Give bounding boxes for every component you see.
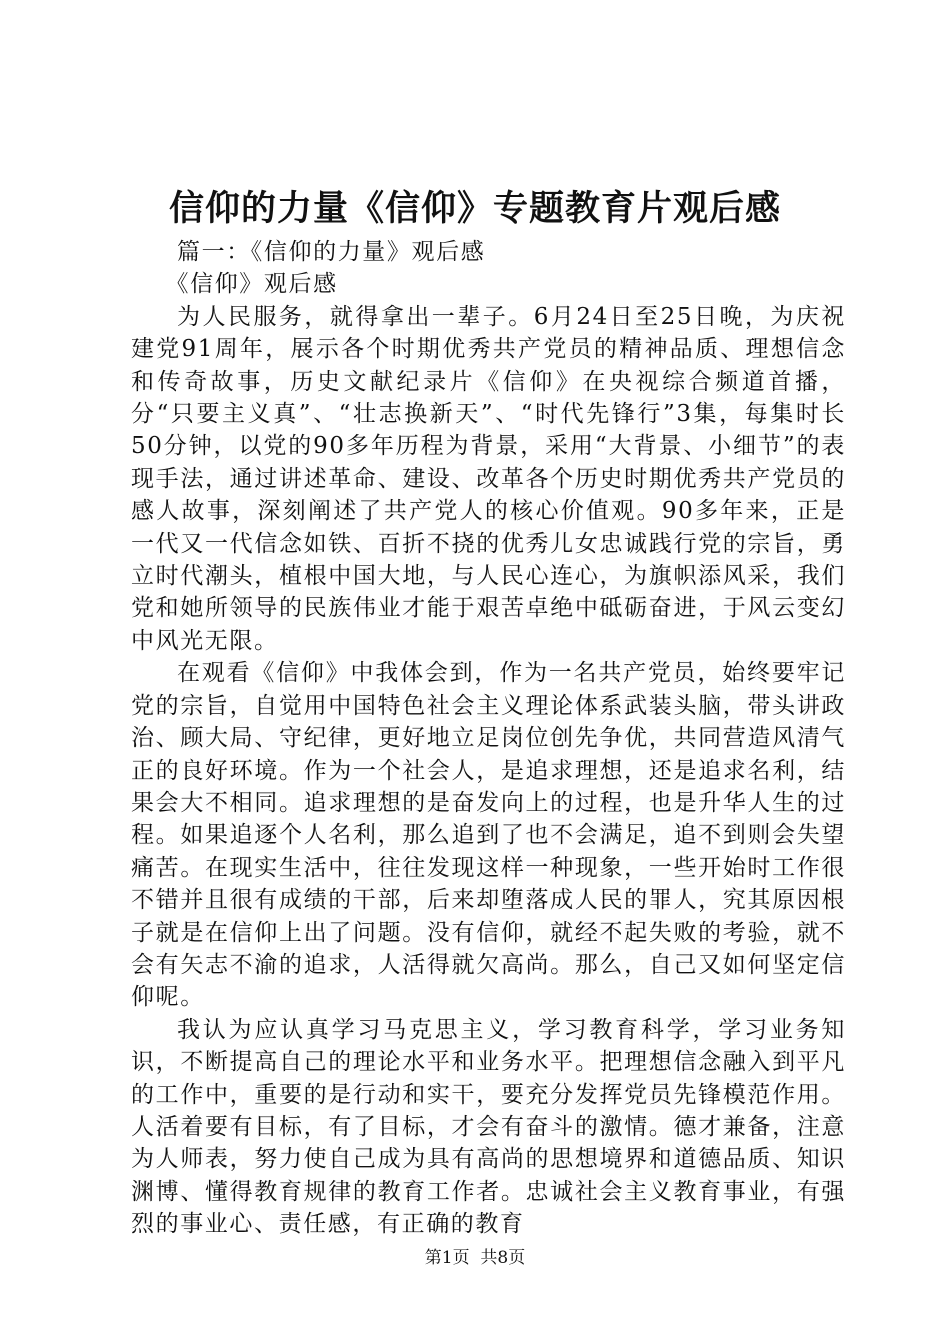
page-number: 第1页 共8页 [424,1248,526,1268]
document-body [131,236,846,1241]
paragraph-1: 为人民服务，就得拿出一辈子。6月24日至25日晚，为庆祝建党91周年，展示各个时期优秀共产党员的精神品质、理想信念和传奇故事，历史文献纪录片《信仰》在央视综合频道首播，分“只要主义真”、“壮志换新天”、“时代先锋行”3集，每集时长50分钟，以党的90多年历程为背景，采用“大背景、小细节”的表现手法，通过讲述革命、建设、改革各个历史时期优秀共产党员的感人故事，深刻阐述了共产党人的核心价值观。90多年来，正是一代又一代信念如铁、百折不挠的优秀儿女忠诚践行党的宗旨，勇立时代潮头，植根中国大地，与人民心连心，为旗帜添风采，我们党和她所领导的民族伟业才能于艰苦卓绝中砥砺奋进，于风云变幻中风光无限。 [131,303,846,654]
document-title: 信仰的力量《信仰》专题教育片观后感 [168,188,781,229]
subheading-review: 《信仰》观后感 [165,271,338,298]
paragraph-3: 我认为应认真学习马克思主义，学习教育科学，学习业务知识，不断提高自己的理论水平和业务水平。把理想信念融入到平凡的工作中，重要的是行动和实干，要充分发挥党员先锋模范作用。人活着要有目标，有了目标，才会有奋斗的激情。德才兼备，注意为人师表，努力使自己成为具有高尚的思想境界和道德品质、知识渊博、懂得教育规律的教育工作者。忠诚社会主义教育事业，有强烈的事业心、责任感，有正确的教育 [131,1016,846,1238]
subheading-part-one: 篇一：《信仰的力量》观后感 [177,239,486,265]
paragraph-2: 在观看《信仰》中我体会到，作为一名共产党员，始终要牢记党的宗旨，自觉用中国特色社会主义理论体系武装头脑，带头讲政治、顾大局、守纪律，更好地立足岗位创先争优，共同营造风清气正的良好环境。作为一个社会人，是追求理想，还是追求名利，结果会大不相同。追求理想的是奋发向上的过程，也是升华人生的过程。如果追逐个人名利，那么追到了也不会满足，追不到则会失望痛苦。在现实生活中，往往发现这样一种现象，一些开始时工作很不错并且很有成绩的干部，后来却堕落成人民的罪人，究其原因根子就是在信仰上出了问题。没有信仰，就经不起失败的考验，就不会有矢志不渝的追求，人活得就欠高尚。那么，自己又如何坚定信仰呢。 [131,660,846,1011]
page-footer [0,1246,950,1270]
